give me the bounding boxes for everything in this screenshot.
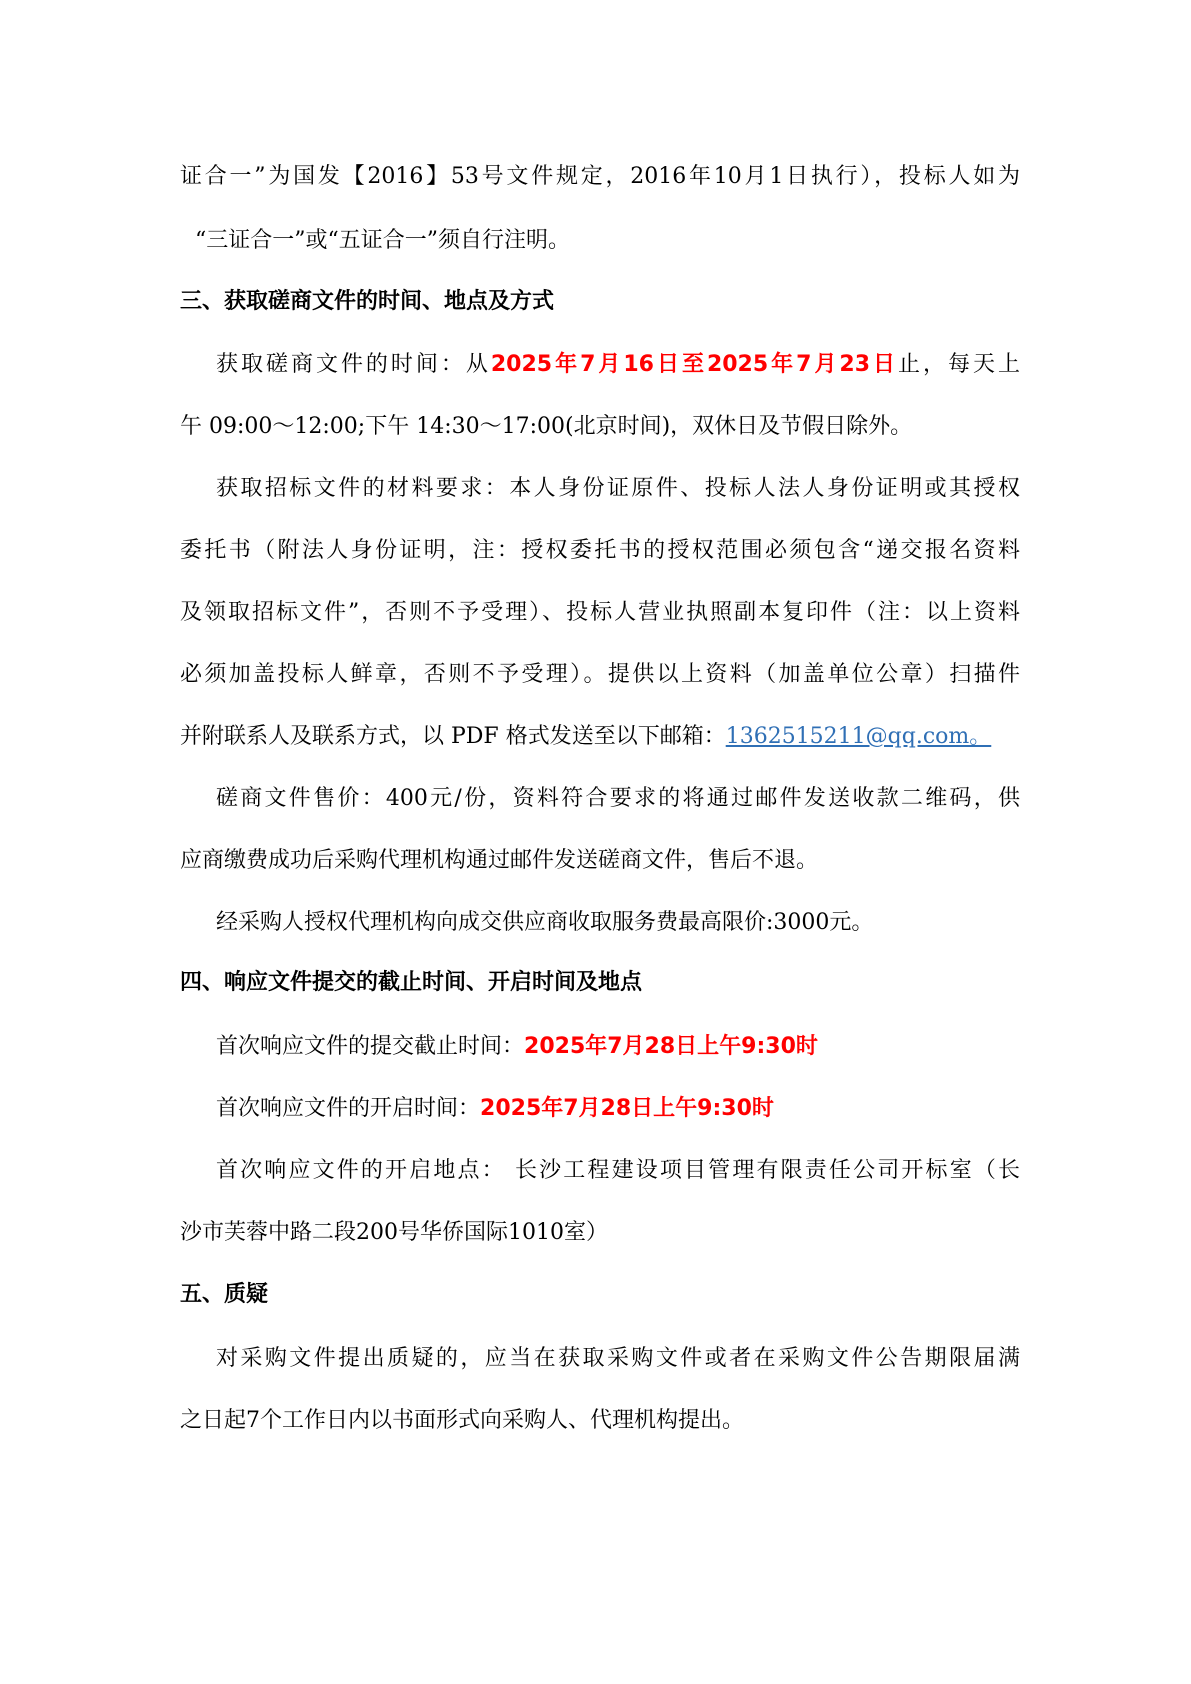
paragraph-line: 对采购文件提出质疑的，应当在获取采购文件或者在采购文件公告期限届满 xyxy=(216,1346,1020,1371)
paragraph-line: 必须加盖投标人鲜章，否则不予受理）。提供以上资料（加盖单位公章）扫描件 xyxy=(180,662,1020,687)
email-prefix: 并附联系人及联系方式，以 PDF 格式发送至以下邮箱： xyxy=(180,724,726,749)
time-after: 止，每天上 xyxy=(898,352,1020,377)
paragraph-line: 之日起7个工作日内以书面形式向采购人、代理机构提出。 xyxy=(180,1408,744,1433)
paragraph-line xyxy=(180,722,1020,752)
time-label: 获取磋商文件的时间：从 xyxy=(216,352,491,377)
paragraph-line: 应商缴费成功后采购代理机构通过邮件发送磋商文件，售后不退。 xyxy=(180,848,819,873)
section-heading-3: 三、获取磋商文件的时间、地点及方式 xyxy=(180,289,555,314)
paragraph-line: “三证合一”或“五证合一”须自行注明。 xyxy=(195,228,570,253)
email-link[interactable]: 1362515211@qq.com。 xyxy=(725,724,992,749)
paragraph-line xyxy=(216,1032,1020,1062)
paragraph-line: 磋商文件售价：400元/份，资料符合要求的将通过邮件发送收款二维码，供 xyxy=(216,786,1020,811)
open-time-label: 首次响应文件的开启时间： xyxy=(216,1096,481,1121)
paragraph-line: 首次响应文件的开启地点： 长沙工程建设项目管理有限责任公司开标室（长 xyxy=(216,1158,1020,1183)
paragraph-line: 获取招标文件的材料要求：本人身份证原件、投标人法人身份证明或其授权 xyxy=(216,476,1020,501)
deadline-label: 首次响应文件的提交截止时间： xyxy=(216,1034,525,1059)
paragraph-line: 及领取招标文件”，否则不予受理）、投标人营业执照副本复印件（注：以上资料 xyxy=(180,600,1020,625)
paragraph-line: 证合一”为国发【2016】53号文件规定，2016年10月1日执行），投标人如为 xyxy=(180,164,1020,189)
paragraph-line xyxy=(216,1094,1020,1124)
paragraph-line: 委托书（附法人身份证明，注：授权委托书的授权范围必须包含“递交报名资料 xyxy=(180,538,1020,563)
paragraph-line: 午 09:00～12:00;下午 14:30～17:00(北京时间)，双休日及节假日除外。 xyxy=(180,414,913,439)
section-heading-5: 五、质疑 xyxy=(180,1282,269,1307)
paragraph-line xyxy=(216,350,1020,380)
open-time-value: 2025年7月28日上午9:30时 xyxy=(480,1096,774,1121)
paragraph-line: 沙市芙蓉中路二段200号华侨国际1010室） xyxy=(180,1220,608,1245)
paragraph-line: 经采购人授权代理机构向成交供应商收取服务费最高限价:3000元。 xyxy=(216,910,874,935)
deadline-value: 2025年7月28日上午9:30时 xyxy=(524,1034,818,1059)
date-range: 2025年7月16日至2025年7月23日 xyxy=(490,352,899,377)
section-heading-4: 四、响应文件提交的截止时间、开启时间及地点 xyxy=(180,970,643,995)
